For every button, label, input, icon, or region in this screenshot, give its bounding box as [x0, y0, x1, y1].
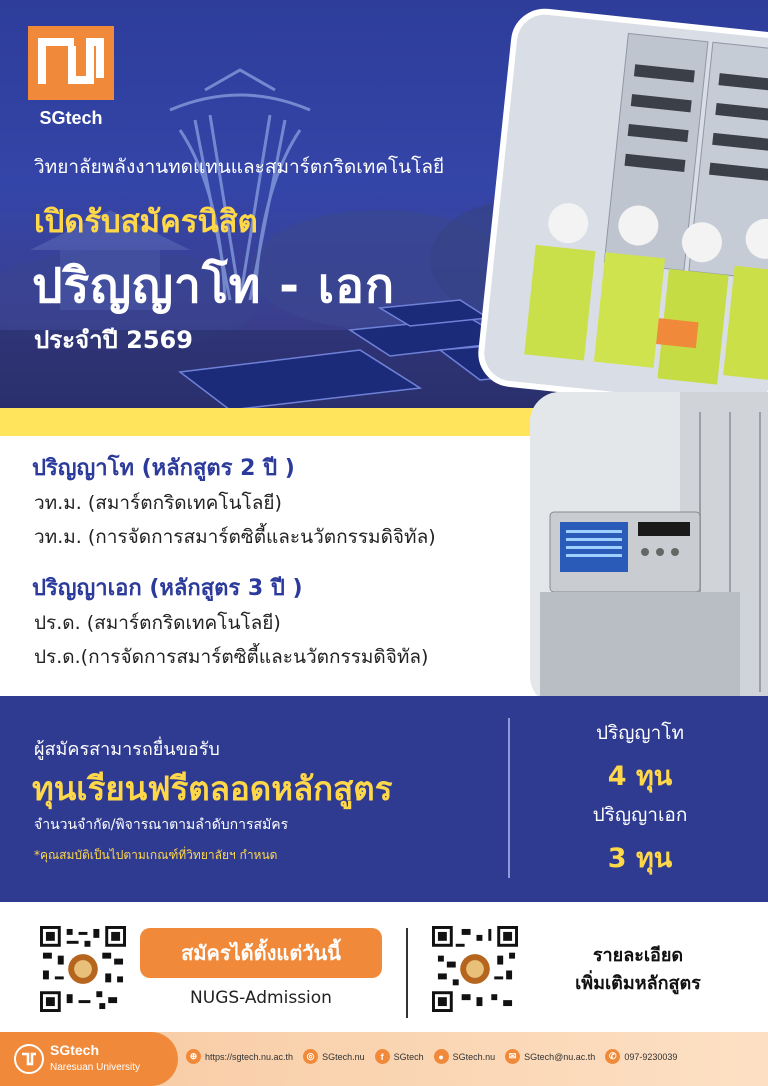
doctoral-scholarship-count: 3 ทุน: [607, 843, 673, 874]
contact-website-text: https://sgtech.nu.ac.th: [205, 1051, 294, 1062]
scholarship-intro: ผู้สมัครสามารถยื่นขอรับ: [34, 739, 220, 760]
contact-website[interactable]: [186, 1049, 293, 1064]
masters-scholarship-block: [520, 718, 760, 797]
contact-facebook[interactable]: [375, 1049, 424, 1064]
contact-phone[interactable]: [605, 1049, 677, 1064]
lab-illustration: [530, 392, 768, 706]
sgtech-logo: [28, 26, 114, 129]
globe-icon: ⊕: [186, 1049, 201, 1064]
college-name: วิทยาลัยพลังงานทดแทนและสมาร์ตกริดเทคโนโลยี: [34, 156, 445, 178]
footer-university: Naresuan University: [50, 1062, 141, 1073]
phone-icon: ✆: [605, 1049, 620, 1064]
admission-qr-code[interactable]: [40, 926, 126, 1012]
contact-phone-text: 097-9230039: [624, 1051, 678, 1062]
doctoral-scholarship-block: [520, 800, 760, 879]
masters-scholarship-count: 4 ทุน: [607, 761, 673, 792]
scholarship-section: [0, 696, 768, 902]
program-info-qr-code[interactable]: [432, 926, 518, 1012]
logo-wordmark: SGtech: [39, 108, 103, 128]
doctoral-heading: ปริญญาเอก (หลักสูตร 3 ปี ): [32, 576, 303, 601]
sgtech-logo-mark-icon: [28, 26, 114, 100]
apply-now-button[interactable]: สมัครได้ตั้งแต่วันนี้: [140, 928, 382, 978]
facebook-icon: f: [375, 1049, 390, 1064]
more-info-line-2: เพิ่มเติมหลักสูตร: [575, 972, 701, 994]
more-info-label: [538, 942, 738, 998]
contact-email[interactable]: [505, 1049, 595, 1064]
apply-section: [0, 902, 768, 1032]
engineers-illustration: [480, 12, 768, 415]
photo-lab-equipment: [530, 392, 768, 706]
doctoral-scholarship-label: ปริญญาเอก: [592, 804, 688, 826]
masters-scholarship-label: ปริญญาโท: [595, 722, 685, 744]
instagram-icon: ◎: [303, 1049, 318, 1064]
more-info-line-1: รายละเอียด: [592, 945, 684, 966]
degree-title: ปริญญาโท - เอก: [32, 258, 396, 314]
apply-divider: [406, 928, 408, 1018]
admission-code: NUGS-Admission: [190, 988, 332, 1008]
open-admission-title: เปิดรับสมัครนิสิต: [34, 204, 258, 240]
footer-brand-name: SGtech: [50, 1042, 100, 1058]
email-icon: ✉: [505, 1049, 520, 1064]
doctoral-program-2: ปร.ด.(การจัดการสมาร์ตซิตี้และนวัตกรรมดิจิทัล): [34, 646, 429, 668]
photo-engineers-battery-room: [475, 5, 768, 414]
scholarship-note: จำนวนจำกัด/พิจารณาตามลำดับการสมัคร: [34, 817, 289, 833]
contact-instagram-text: SGtech.nu: [322, 1051, 365, 1062]
scholarship-fine-print: *คุณสมบัติเป็นไปตามเกณฑ์ที่วิทยาลัยฯ กำหนด: [34, 848, 278, 862]
masters-program-2: วท.ม. (การจัดการสมาร์ตซิตี้และนวัตกรรมดิจิทัล): [34, 526, 436, 548]
sgtech-circle-logo-icon: [14, 1044, 44, 1074]
scholarship-headline: ทุนเรียนฟรีตลอดหลักสูตร: [32, 769, 393, 808]
footer-logo: [0, 1032, 178, 1086]
contact-instagram[interactable]: [303, 1049, 365, 1064]
contact-email-text: SGtech@nu.ac.th: [524, 1051, 596, 1062]
contact-line[interactable]: [434, 1049, 496, 1064]
year-title: ประจำปี 2569: [34, 326, 193, 354]
contact-facebook-text: SGtech: [393, 1051, 424, 1062]
line-icon: ●: [434, 1049, 449, 1064]
contact-line-text: SGtech.nu: [452, 1051, 496, 1062]
masters-heading: ปริญญาโท (หลักสูตร 2 ปี ): [32, 456, 295, 481]
doctoral-program-1: ปร.ด. (สมาร์ตกริดเทคโนโลยี): [34, 612, 281, 634]
scholarship-divider: [508, 718, 510, 878]
footer: [0, 1032, 768, 1086]
contact-list: [186, 1049, 677, 1064]
masters-program-1: วท.ม. (สมาร์ตกริดเทคโนโลยี): [34, 492, 282, 514]
